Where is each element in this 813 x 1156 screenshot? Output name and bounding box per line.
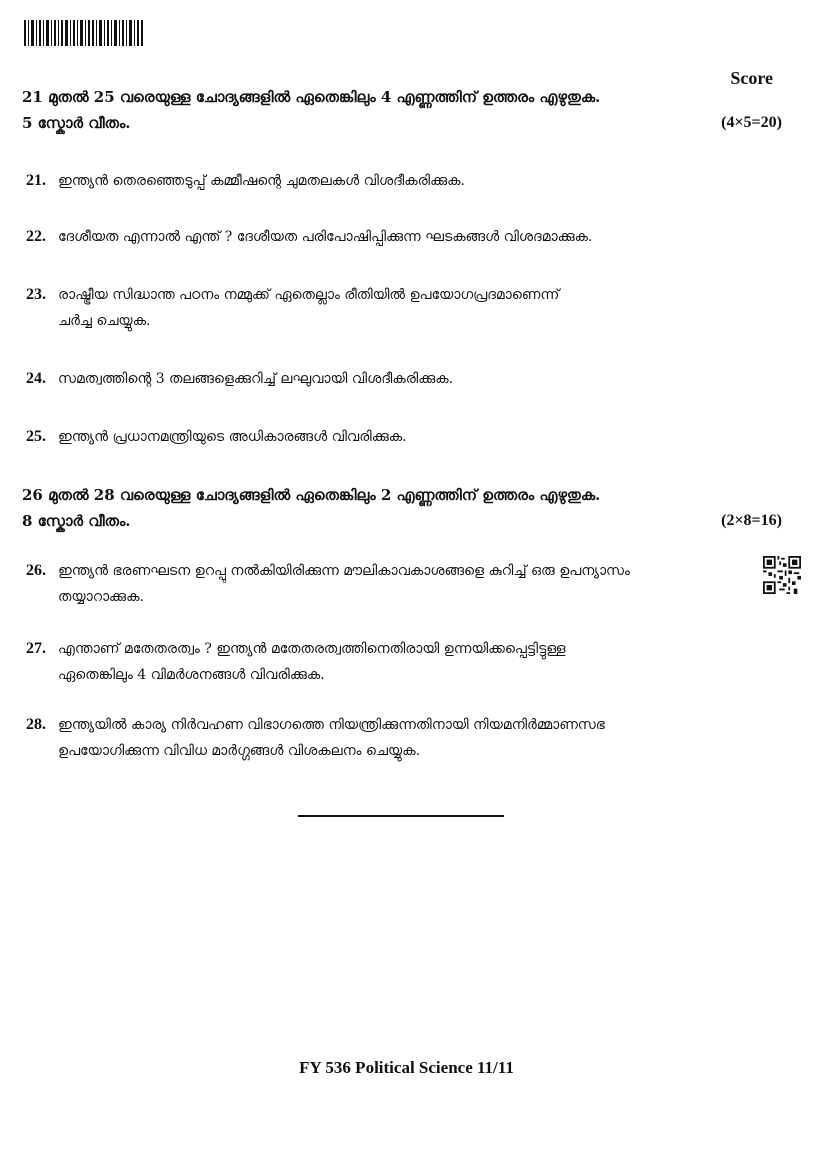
question-21	[26, 168, 766, 194]
question-24	[26, 366, 766, 392]
section-1-instruction: 21 മുതൽ 25 വരെയുള്ള ചോദ്യങ്ങളിൽ ഏതെങ്കിലും 4 എണ്ണത്തിന് ഉത്തരം എഴുതുക.	[22, 88, 601, 106]
question-number: 28.	[26, 716, 46, 733]
question-number: 22.	[26, 228, 46, 245]
question-number: 24.	[26, 370, 46, 387]
qr-code	[763, 556, 801, 594]
question-number: 23.	[26, 286, 46, 303]
question-text-line-2: തയ്യാറാക്കുക.	[58, 589, 144, 605]
section-instructions-1	[22, 84, 782, 136]
question-text-line-2: ഉപയോഗിക്കുന്ന വിവിധ മാർഗ്ഗങ്ങൾ വിശകലനം ചെയ്യുക.	[58, 743, 421, 759]
question-number: 21.	[26, 172, 46, 189]
page-footer: FY 536 Political Science 11/11	[299, 1058, 514, 1077]
question-27	[26, 636, 766, 688]
question-25	[26, 424, 766, 450]
question-23	[26, 282, 766, 334]
question-text-line-2: ചർച്ച ചെയ്യുക.	[58, 313, 151, 329]
score-label: Score	[730, 68, 773, 88]
section-1-score-each: 5 സ്കോർ വീതം.	[22, 114, 131, 132]
question-text: രാഷ്ട്രീയ സിദ്ധാന്ത പഠനം നമ്മുക്ക് ഏതെല്ലാം രീതിയിൽ ഉപയോഗപ്രദമാണെന്ന്	[58, 287, 560, 303]
end-divider	[298, 815, 504, 817]
section-2-instruction: 26 മുതൽ 28 വരെയുള്ള ചോദ്യങ്ങളിൽ ഏതെങ്കിലും 2 എണ്ണത്തിന് ഉത്തരം എഴുതുക.	[22, 486, 601, 504]
question-text: ഇന്ത്യൻ പ്രധാനമന്ത്രിയുടെ അധികാരങ്ങൾ വിവരിക്കുക.	[58, 429, 407, 445]
question-number: 26.	[26, 562, 46, 579]
question-text: എന്താണ് മതേതരത്വം ? ഇന്ത്യൻ മതേതരത്വത്തിനെതിരായി ഉന്നയിക്കപ്പെട്ടിട്ടുള്ള	[58, 641, 566, 657]
question-26	[26, 558, 766, 610]
section-2-score-each: 8 സ്കോർ വീതം.	[22, 512, 131, 530]
section-1-marks: (4×5=20)	[721, 114, 782, 131]
question-number: 25.	[26, 428, 46, 445]
section-2-marks: (2×8=16)	[721, 512, 782, 529]
question-22	[26, 224, 766, 250]
question-text: ഇന്ത്യൻ ഭരണഘടന ഉറപ്പു നൽകിയിരിക്കുന്ന മൗലികാവകാശങ്ങളെ കുറിച്ച് ഒരു ഉപന്യാസം	[58, 563, 630, 579]
question-text-line-2: ഏതെങ്കിലും 4 വിമർശനങ്ങൾ വിവരിക്കുക.	[58, 667, 325, 683]
barcode	[24, 20, 144, 46]
question-text: സമത്വത്തിന്റെ 3 തലങ്ങളെക്കുറിച്ച് ലഘുവായി വിശദീകരിക്കുക.	[58, 371, 454, 387]
question-text: ഇന്ത്യയിൽ കാര്യ നിർവഹണ വിഭാഗത്തെ നിയന്ത്രിക്കുന്നതിനായി നിയമനിർമ്മാണസഭ	[58, 717, 605, 733]
question-number: 27.	[26, 640, 46, 657]
question-28	[26, 712, 766, 764]
section-instructions-2	[22, 482, 782, 534]
question-text: ഇന്ത്യൻ തെരഞ്ഞെടുപ്പ് കമ്മീഷന്റെ ചുമതലകൾ വിശദീകരിക്കുക.	[58, 173, 465, 189]
question-text: ദേശീയത എന്നാൽ എന്ത് ? ദേശീയത പരിപോഷിപ്പിക്കുന്ന ഘടകങ്ങൾ വിശദമാക്കുക.	[58, 229, 593, 245]
